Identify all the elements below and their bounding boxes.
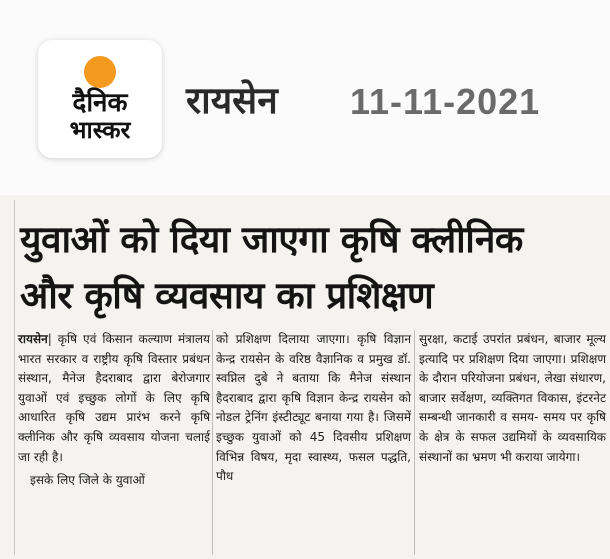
headline-line2: और कृषि व्यवसाय का प्रशिक्षण: [20, 274, 434, 317]
article-paragraph: [18, 471, 210, 491]
article-text: इसके लिए जिले के युवाओं: [30, 473, 145, 488]
article-paragraph: [18, 330, 210, 467]
dateline: रायसेन: [18, 332, 48, 346]
article-text: सुरक्षा, कटाई उपरांत प्रबंधन, बाजार मूल्य इत्यादि पर प्रशिक्षण दिया जाएगा। प्रशिक्षण के दौरान परियोजना प्रबंधन, लेखा संधारण, बाजार सर्वेक्षण, व्यक्तिगत विकास, इंटरनेट सम्बन्धी जानकारी व समय- समय पर कृषि के क्षेत्र के सफल उद्यमियों के व्यवसायिक संस्थानों का भ्रमण भी कराया जायेगा।: [419, 332, 606, 464]
dateline-separator: |: [47, 332, 58, 346]
publication-date: 11-11-2021: [350, 81, 541, 122]
sun-icon: [84, 56, 116, 88]
dainik-bhaskar-logo: [38, 40, 162, 158]
header-bar: [0, 0, 610, 195]
article-column-1: [18, 330, 210, 491]
column-divider: [414, 330, 415, 555]
logo-text-line2: भास्कर: [69, 116, 131, 144]
column-divider: [212, 330, 213, 555]
headline-line1: युवाओं को दिया जाएगा कृषि क्लीनिक: [20, 218, 523, 261]
clipping-edge: [14, 200, 15, 555]
article-text: को प्रशिक्षण दिलाया जाएगा। कृषि विज्ञान केन्द्र रायसेन के वरिष्ठ वैज्ञानिक व प्रमुख डॉ. स्वप्निल दुबे ने बताया कि मैनेज संस्थान हैदराबाद द्वारा कृषि विज्ञान केन्द्र रायसेन को नोडल ट्रेनिंग इंस्टीट्यूट बनाया गया है। जिसमें इच्छुक युवाओं को 45 दिवसीय प्रशिक्षण विभिन्न विषय, मृदा स्वास्थ्य, फसल पद्धति, पौध: [216, 332, 411, 484]
article-column-3: [419, 330, 606, 467]
article-column-2: [216, 330, 411, 487]
article-text: कृषि एवं किसान कल्याण मंत्रालय भारत सरकार व राष्ट्रीय कृषि विस्तार प्रबंधन संस्थान, मैनेज हैदराबाद द्वारा बेरोजगार युवाओं एवं इच्छुक लोगों के लिए कृषि आधारित कृषि उद्यम प्रारंभ करने कृषि क्लीनिक और कृषि व्यवसाय योजना चलाई जा रही है।: [18, 332, 211, 464]
logo-text-line1: दैनिक: [72, 88, 128, 118]
edition-name: रायसेन: [186, 79, 278, 122]
